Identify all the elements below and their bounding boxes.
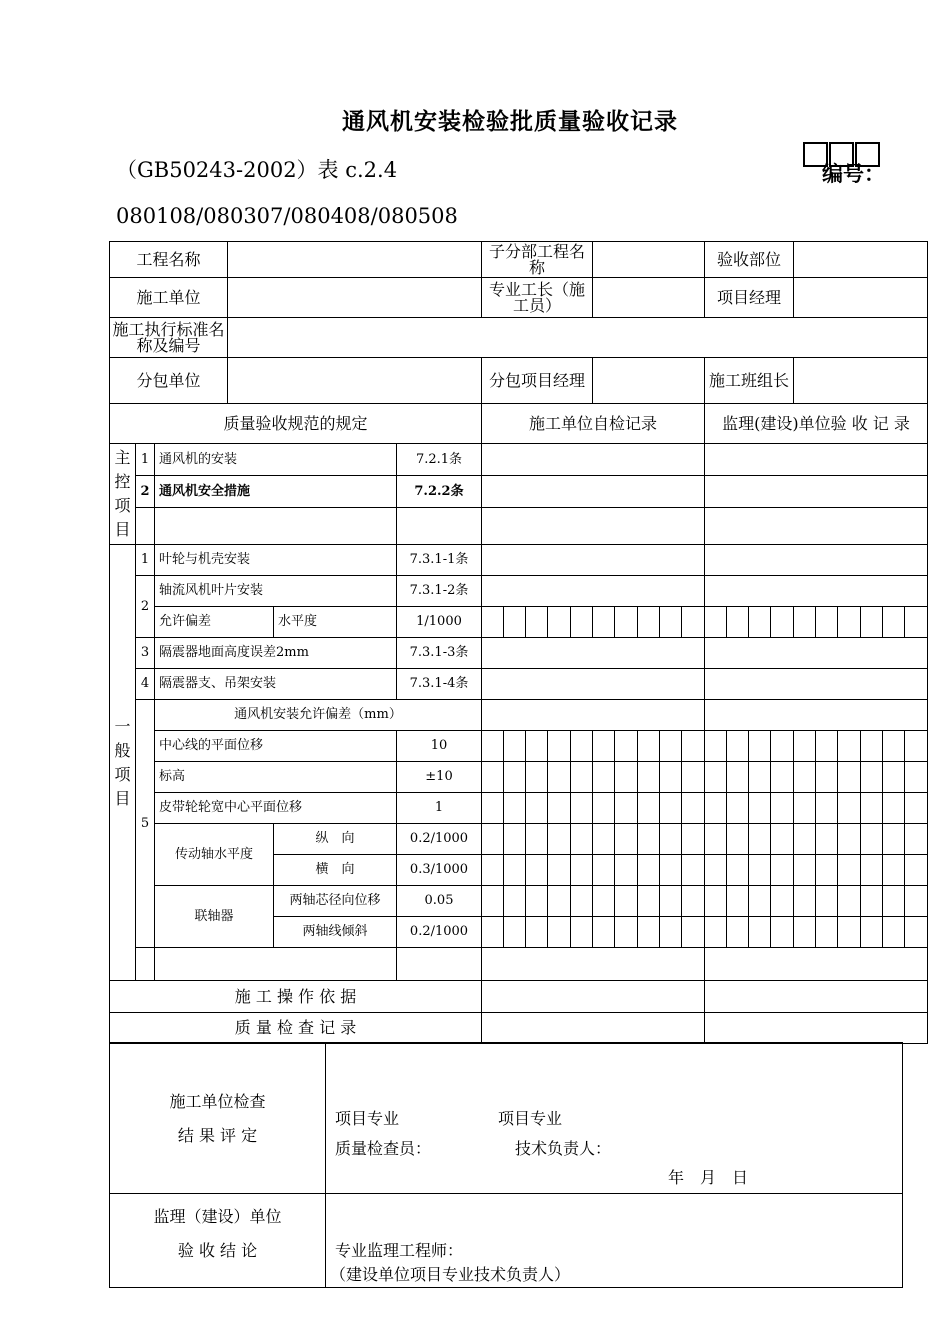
- g-name-2: 轴流风机叶片安装: [155, 576, 397, 607]
- col-self-check: 施工单位自检记录: [482, 404, 705, 444]
- item-codes: 080108/080307/080408/080508: [116, 204, 458, 228]
- mc-no-1: 1: [136, 444, 155, 476]
- g5-belt-name: 皮带轮轮宽中心平面位移: [155, 793, 397, 824]
- value-foreman: [593, 278, 705, 318]
- tech-line-1: 项目专业: [498, 1109, 563, 1128]
- g5-center-value: 10: [397, 731, 482, 762]
- g-name-1: 叶轮与机壳安装: [155, 545, 397, 576]
- g-clause-4: 7.3.1-4条: [397, 669, 482, 700]
- g-no-4: 4: [136, 669, 155, 700]
- g5-shaft-h-value: 0.3/1000: [397, 855, 482, 886]
- g5-center-name: 中心线的平面位移: [155, 731, 397, 762]
- standard-code: （GB50243-2002）表 c.2.4: [116, 158, 398, 182]
- qc-line-2: 质量检查员：: [335, 1139, 432, 1158]
- g5-shaft-group: 传动轴水平度: [155, 824, 274, 886]
- g-name-3: 隔震器地面高度误差2mm: [155, 638, 397, 669]
- g2-tol-label: 允许偏差: [155, 607, 274, 638]
- mc-no-2: 2: [136, 476, 155, 508]
- g-clause-2: 7.3.1-2条: [397, 576, 482, 607]
- mc-name-2: 通风机安全措施: [155, 476, 397, 508]
- owner-line: （建设单位项目专业技术负责人）: [330, 1265, 571, 1284]
- g5-shaft-v-value: 0.2/1000: [397, 824, 482, 855]
- label-project-name: 工程名称: [110, 242, 228, 278]
- g5-elev-name: 标高: [155, 762, 397, 793]
- date-line: 年 月 日: [668, 1168, 749, 1187]
- general-label: 一般项目: [110, 545, 136, 981]
- g-clause-3: 7.3.1-3条: [397, 638, 482, 669]
- g2-tol-value: 1/1000: [397, 607, 482, 638]
- g5-coupling-r-name: 两轴芯径向位移: [274, 886, 397, 917]
- self-eval-signature: [326, 1043, 903, 1194]
- g-name-4: 隔震器支、吊架安装: [155, 669, 397, 700]
- value-project-manager: [794, 278, 928, 318]
- inspection-table: [109, 241, 928, 1044]
- value-standard-name: [228, 318, 928, 358]
- g5-coupling-r-value: 0.05: [397, 886, 482, 917]
- g5-coupling-t-value: 0.2/1000: [397, 917, 482, 948]
- value-sub-project: [593, 242, 705, 278]
- label-sub-project: 子分部工程名称: [482, 242, 593, 278]
- mc-clause-2: 7.2.2条: [397, 476, 482, 508]
- value-inspect-part: [794, 242, 928, 278]
- qc-line-1: 项目专业: [335, 1109, 400, 1128]
- number-label: 编号：: [822, 161, 885, 186]
- tech-line-2: 技术负责人：: [515, 1139, 612, 1158]
- label-project-manager: 项目经理: [705, 278, 794, 318]
- label-sub-pm: 分包项目经理: [482, 358, 593, 404]
- label-construction-unit: 施工单位: [110, 278, 228, 318]
- value-sub-unit: [228, 358, 482, 404]
- value-project-name: [228, 242, 482, 278]
- mc-name-1: 通风机的安装: [155, 444, 397, 476]
- g-no-2: 2: [136, 576, 155, 638]
- g-no-5: 5: [136, 700, 155, 948]
- engineer-line: 专业监理工程师：: [335, 1241, 464, 1260]
- g-clause-1: 7.3.1-1条: [397, 545, 482, 576]
- value-construction-unit: [228, 278, 482, 318]
- conclusion-table: [109, 1042, 903, 1288]
- supervision-label: 监理（建设）单位 验 收 结 论: [110, 1194, 326, 1288]
- g2-tol-item: 水平度: [274, 607, 397, 638]
- col-supervision: 监理(建设)单位验 收 记 录: [705, 404, 928, 444]
- record-label: 质 量 检 查 记 录: [110, 1013, 482, 1044]
- label-sub-unit: 分包单位: [110, 358, 228, 404]
- g5-belt-value: 1: [397, 793, 482, 824]
- g5-shaft-v-name: 纵 向: [274, 824, 397, 855]
- basis-label: 施 工 操 作 依 据: [110, 981, 482, 1013]
- label-standard-name: 施工执行标准名称及编号: [110, 318, 228, 358]
- label-foreman: 专业工长（施工员）: [482, 278, 593, 318]
- g5-heading: 通风机安装允许偏差（mm）: [155, 700, 482, 731]
- g-no-1: 1: [136, 545, 155, 576]
- g-no-3: 3: [136, 638, 155, 669]
- self-eval-label: 施工单位检查 结 果 评 定: [110, 1043, 326, 1194]
- g5-elev-value: ±10: [397, 762, 482, 793]
- label-inspect-part: 验收部位: [705, 242, 794, 278]
- label-team-leader: 施工班组长: [705, 358, 794, 404]
- g5-coupling-t-name: 两轴线倾斜: [274, 917, 397, 948]
- main-control-label: 主控项目: [110, 444, 136, 545]
- col-spec: 质量验收规范的规定: [110, 404, 482, 444]
- mc-clause-1: 7.2.1条: [397, 444, 482, 476]
- g5-shaft-h-name: 横 向: [274, 855, 397, 886]
- value-team-leader: [794, 358, 928, 404]
- value-sub-pm: [593, 358, 705, 404]
- page-title: 通风机安装检验批质量验收记录: [342, 108, 678, 135]
- g5-coupling-group: 联轴器: [155, 886, 274, 948]
